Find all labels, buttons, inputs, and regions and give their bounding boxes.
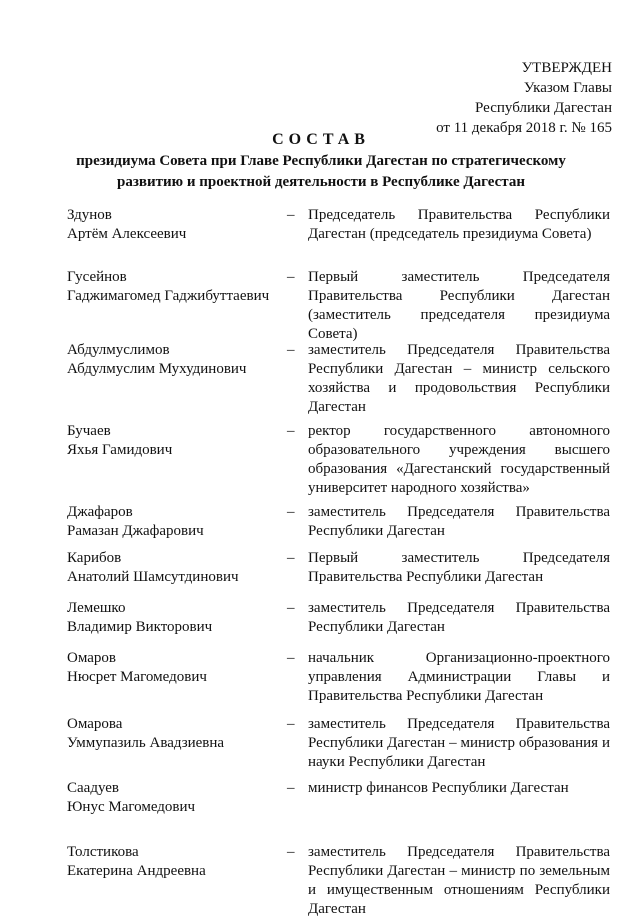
member-list (0, 206, 640, 917)
member-dash: – (287, 423, 295, 439)
member-name (67, 206, 277, 244)
member-name (67, 599, 277, 637)
member-given-names: Юнус Магомедович (67, 799, 196, 815)
member-name (67, 649, 277, 687)
member-given-names: Екатерина Андреевна (67, 863, 206, 879)
member-surname: Омарова (67, 716, 123, 732)
member-surname: Толстикова (67, 844, 139, 860)
member-role: Первый заместитель Председателя Правительства Республики Дагестан (308, 550, 610, 585)
member-dash: – (287, 207, 295, 223)
member-name (67, 268, 277, 306)
member-given-names: Анатолий Шамсутдинович (67, 569, 239, 585)
member-dash: – (287, 716, 295, 732)
member-role: заместитель Председателя Правительства Республики Дагестан (308, 504, 610, 539)
approval-stamp (400, 58, 612, 138)
member-entry (0, 599, 640, 649)
member-entry (0, 268, 640, 341)
member-name (67, 503, 277, 541)
member-surname: Здунов (67, 207, 112, 223)
member-dash: – (287, 600, 295, 616)
member-role: заместитель Председателя Правительства Республики Дагестан (308, 600, 610, 635)
member-entry (0, 422, 640, 503)
member-surname: Бучаев (67, 423, 111, 439)
member-entry (0, 779, 640, 843)
document-heading (40, 130, 602, 192)
member-role: начальник Организационно-проектного управления Администрации Главы и Правительства Республики Дагестан (308, 650, 610, 704)
member-given-names: Уммупазиль Авадзиевна (67, 735, 225, 751)
member-entry (0, 715, 640, 779)
member-dash: – (287, 650, 295, 666)
member-entry (0, 206, 640, 268)
approval-republic: Республики Дагестан (475, 100, 612, 116)
member-name (67, 422, 277, 460)
member-surname: Абдулмуслимов (67, 342, 170, 358)
member-role: заместитель Председателя Правительства Республики Дагестан – министр сельского хозяйства и продовольствия Республики Дагестан (308, 342, 610, 415)
member-surname: Лемешко (67, 600, 126, 616)
approval-date-number: от 11 декабря 2018 г. № 165 (436, 120, 612, 136)
member-role: Председатель Правительства Республики Дагестан (председатель президиума Совета) (308, 207, 610, 242)
member-role: заместитель Председателя Правительства Республики Дагестан – министр по земельным и имущественным отношениям Республики Дагестан (308, 844, 610, 917)
member-role: Первый заместитель Председателя Правительства Республики Дагестан (заместитель председателя президиума Совета) (308, 269, 610, 342)
member-dash: – (287, 504, 295, 520)
member-given-names: Нюсрет Магомедович (67, 669, 207, 685)
member-entry (0, 649, 640, 715)
document-subtitle-line-1: президиума Совета при Главе Республики Дагестан по стратегическому (76, 153, 566, 169)
member-dash: – (287, 269, 295, 285)
member-role: заместитель Председателя Правительства Республики Дагестан – министр образования и науки Республики Дагестан (308, 716, 610, 770)
document-title: СОСТАВ (272, 131, 370, 148)
member-name (67, 549, 277, 587)
member-dash: – (287, 844, 295, 860)
member-given-names: Абдулмуслим Мухудинович (67, 361, 247, 377)
approval-status: УТВЕРЖДЕН (521, 60, 612, 76)
member-given-names: Артём Алексеевич (67, 226, 187, 242)
member-surname: Карибов (67, 550, 122, 566)
member-name (67, 715, 277, 753)
member-name (67, 843, 277, 881)
member-given-names: Яхья Гамидович (67, 442, 173, 458)
document-subtitle-line-2: развитию и проектной деятельности в Республике Дагестан (117, 174, 525, 190)
member-name (67, 779, 277, 817)
member-given-names: Владимир Викторович (67, 619, 213, 635)
member-dash: – (287, 342, 295, 358)
member-surname: Джафаров (67, 504, 133, 520)
member-dash: – (287, 550, 295, 566)
member-entry (0, 549, 640, 599)
member-surname: Омаров (67, 650, 116, 666)
member-name (67, 341, 277, 379)
member-dash: – (287, 780, 295, 796)
member-given-names: Рамазан Джафарович (67, 523, 204, 539)
member-entry (0, 341, 640, 422)
member-entry (0, 503, 640, 549)
member-role: министр финансов Республики Дагестан (308, 780, 569, 796)
member-role: ректор государственного автономного образовательного учреждения высшего образования «Дагестанский государственный университет народного хозяйства» (308, 423, 610, 496)
member-surname: Саадуев (67, 780, 119, 796)
member-surname: Гусейнов (67, 269, 127, 285)
member-given-names: Гаджимагомед Гаджибуттаевич (67, 288, 270, 304)
approval-decree: Указом Главы (523, 80, 612, 96)
